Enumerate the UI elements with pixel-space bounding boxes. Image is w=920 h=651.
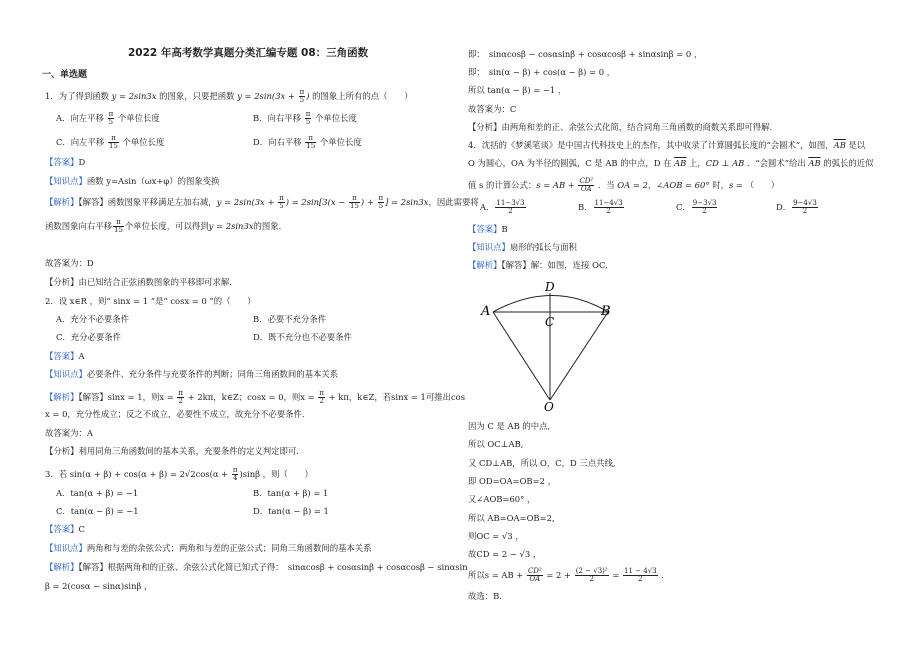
q1-final-answer: 故答案为：D: [45, 258, 94, 268]
q3-option-b: B．tan(α + β) = 1: [253, 488, 329, 498]
q1-knowledge-point: 【知识点】函数 y=Asin（ωx+φ）的图象变换: [45, 176, 220, 186]
q1-option-a: A．向左平移 $\frac{\pi}{5}$ 个单位长度: [56, 110, 160, 126]
q2-solution-line1: 【解析】【解答】sinx = 1，则x = $\frac{\pi}{2}$ + 2kπ，k∈Z；cosx = 0，则x = $\frac{\pi}{2}$ + kπ，k∈Z，若sinx = 1可推出cos: [45, 389, 466, 405]
q3-knowledge-point: 【知识点】两角和与差的余弦公式；两角和与差的正弦公式；同角三角函数间的基本关系: [45, 543, 372, 553]
segment-ob: [550, 312, 608, 400]
q4-step-7: 则OC = √3 ，: [468, 531, 524, 541]
q2-stem: 2．设 x∈R ，则“ sinx = 1 ”是“ cosx = 0 ”的（ ）: [45, 296, 256, 306]
q3-continued-line2: 即： sin(α − β) + cos(α − β) = 0 ，: [468, 67, 616, 77]
q4-step-9: 所以s = AB + $\frac{\text{CD²}}{OA}$ = 2 + $\frac{\text{(2 − √3)²}}{2}$ = $\frac{11 - 4√3}{2}$ .: [468, 567, 664, 583]
q4-step-1: 因为 C 是 AB 的中点,: [468, 421, 551, 431]
q3-final-answer: 故答案为：C: [468, 104, 517, 114]
q3-continued-line1: 即： sinαcosβ − cosαsinβ + cosαcosβ + sinαsinβ = 0 ，: [468, 49, 703, 59]
q2-analysis: 【分析】利用同角三角函数间的基本关系，充要条件的定义判定即可.: [45, 446, 299, 456]
q3-option-c: C．tan(α − β) = −1: [56, 506, 139, 516]
q3-solution-line1: 【解析】【解答】根据两角和的正弦、余弦公式化简已知式子得： sinαcosβ + cosαsinβ + cosαcosβ − sinαsin: [45, 562, 468, 572]
q1-solution-line1: 【解析】【解答】函数图象平移满足左加右减，y = 2sin(3x + $\frac{\pi}{5}$ ) = 2sin[3(x − $\frac{\pi}{15}$ ) + $\frac{\pi}{5}$ ] = 2sin3x，因此需要将: [45, 194, 479, 210]
q1-answer: 【答案】D: [45, 157, 86, 167]
q2-option-b: B．必要不充分条件: [253, 314, 327, 324]
q4-option-d: D． $\frac{9-4√3}{2}$: [776, 199, 817, 215]
q3-solution-line2: β = 2(cosα − sinα)sinβ ，: [45, 581, 153, 591]
q2-solution-line2: x = 0，充分性成立；反之不成立，必要性不成立，故充分不必要条件.: [45, 409, 305, 419]
q4-step-4: 即 OD=OA=OB=2 ，: [468, 476, 556, 486]
q4-stem-line3: 值 s 的计算公式：s = AB + $\frac{\text{CD²}}{OA}$ ．当 OA = 2，∠AOB = 60° 时，s = （ ）: [468, 177, 780, 193]
q1-analysis: 【分析】由已知结合正弦函数图象的平移即可求解.: [45, 277, 232, 287]
q2-option-c: C．充分必要条件: [56, 332, 122, 342]
q2-knowledge-point: 【知识点】必要条件、充分条件与充要条件的判断；同角三角函数间的基本关系: [45, 369, 339, 379]
q3-option-d: D．tan(α − β) = 1: [253, 506, 329, 516]
q4-stem-line1: 4．沈括的《梦溪笔谈》是中国古代科技史上的杰作，其中收录了计算圆弧长度的“会圆术”，如图，$\overline{AB}$ 是以: [468, 140, 866, 150]
q4-knowledge-point: 【知识点】扇形的弧长与面积: [468, 242, 577, 252]
q4-step-5: 又∠AOB=60° ，: [468, 494, 536, 504]
q4-option-a: A． $\frac{11-3√3}{2}$: [480, 199, 525, 215]
q1-option-b: B．向右平移 $\frac{\pi}{5}$ 个单位长度: [253, 110, 357, 126]
label-c: C: [545, 315, 555, 329]
q4-step-8: 故CD = 2 − √3 ，: [468, 549, 542, 559]
q3-analysis: 【分析】由两角和差的正、余弦公式化简，结合同角三角函数的商数关系即可得解.: [468, 122, 773, 132]
q2-final-answer: 故答案为：A: [45, 428, 93, 438]
q4-final-answer: 故选：B.: [468, 591, 502, 601]
q1-option-d: D．向右平移 $\frac{\pi}{15}$ 个单位长度: [253, 134, 362, 150]
q4-option-c: C． $\frac{9-3√3}{2}$: [676, 199, 717, 215]
q4-answer: 【答案】B: [468, 224, 508, 234]
label-a: A: [481, 304, 491, 319]
section-heading: 一、单选题: [42, 70, 88, 80]
segment-oa: [493, 312, 550, 400]
q3-answer: 【答案】C: [45, 524, 85, 534]
q2-answer: 【答案】A: [45, 351, 85, 361]
q1-stem: 1．为了得到函数 y = 2sin3x 的图象，只要把函数 y = 2sin(3x + $\frac{\pi}{5}$ ) 的图象上所有的点（ ）: [45, 88, 413, 104]
q1-option-c: C．向左平移 $\frac{\pi}{15}$ 个单位长度: [56, 134, 165, 150]
q4-step-3: 又 CD⊥AB，所以 O，C，D 三点共线,: [468, 458, 616, 468]
q4-step-6: 所以 AB=OA=OB=2,: [468, 513, 555, 523]
q3-continued-line3: 所以 tan(α − β) = −1 ，: [468, 85, 567, 95]
q3-stem: 3．若 sin(α + β) + cos(α + β) = 2√2cos(α + $\frac{\pi}{4}$ )sinβ ，则（ ）: [45, 466, 313, 482]
q3-option-a: A．tan(α + β) = −1: [56, 488, 139, 498]
label-o: O: [544, 400, 554, 414]
page-title: 2022 年高考数学真题分类汇编专题 08：三角函数: [128, 47, 369, 59]
q4-option-b: B． $\frac{11-4√3}{2}$: [578, 199, 623, 215]
sector-diagram: [478, 282, 618, 414]
q2-option-a: A．充分不必要条件: [56, 314, 130, 324]
q4-step-2: 所以 OC⊥AB,: [468, 439, 524, 449]
q4-stem-line2: O 为圆心，OA 为半径的圆弧，C 是 AB 的中点，D 在 $\overline{AB}$ 上，CD ⊥ AB ．“会圆术”给出 $\overline{AB}$ 的弧长的近似: [468, 158, 874, 168]
q2-option-d: D．既不充分也不必要条件: [253, 332, 352, 342]
q1-solution-line2: 函数图象向右平移 $\frac{\pi}{15}$ 个单位长度，可以得到y = 2sin3x的图象.: [45, 218, 282, 234]
q4-solution-intro: 【解析】【解答】解：如图，连接 OC,: [468, 260, 608, 270]
label-b: B: [601, 304, 611, 319]
label-d: D: [545, 282, 555, 294]
